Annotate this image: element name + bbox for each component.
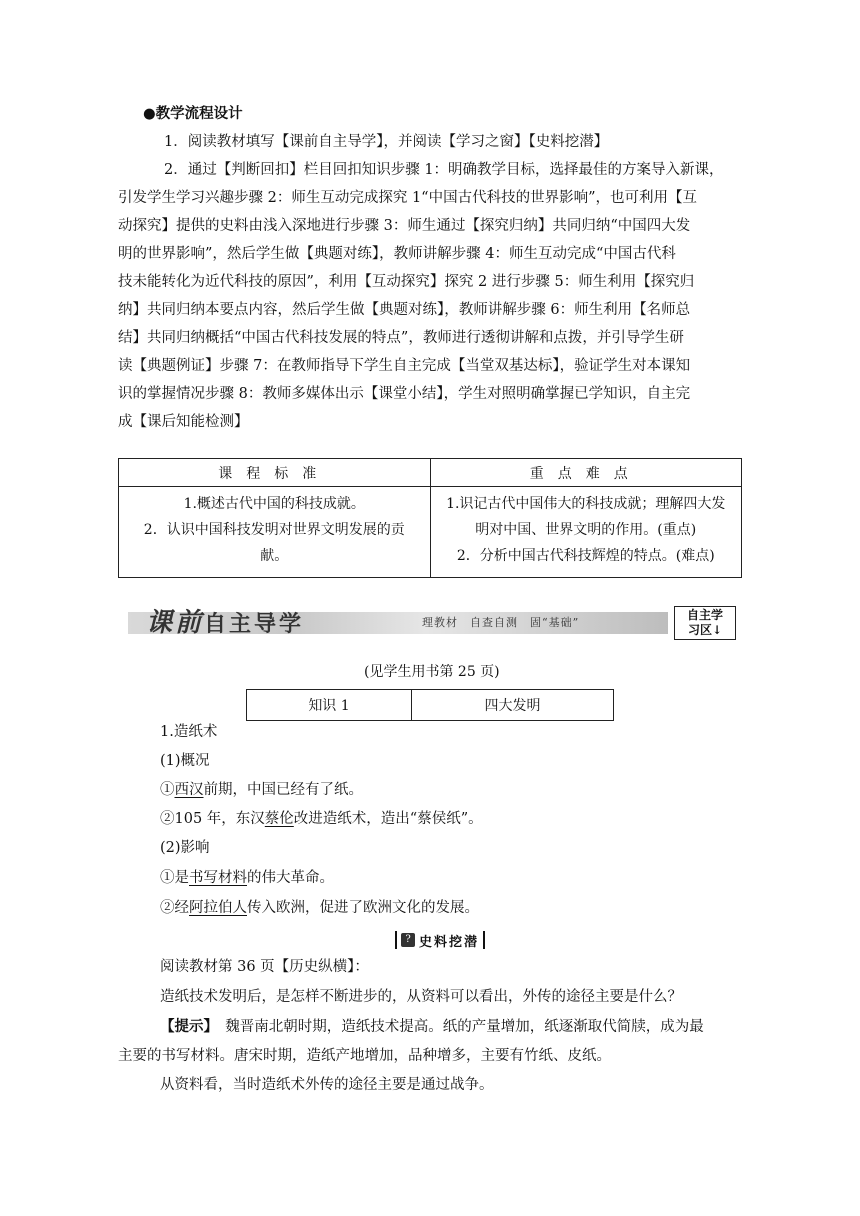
flow-paragraph-line: 2．通过【判断回扣】栏目回扣知识步骤 1：明确教学目标，选择最佳的方案导入新课， (164, 162, 724, 178)
reading-question: 造纸技术发明后，是怎样不断进步的，从资料可以看出，外传的途径主要是什么？ (160, 989, 682, 1005)
hint-line: 主要的书写材料。唐宋时期，造纸产地增加，品种增多，主要有竹纸、皮纸。 (118, 1048, 611, 1064)
item-text: 前期，中国已经有了纸。 (203, 782, 363, 798)
flow-paragraph-line: 纳】共同归纳本要点内容，然后学生做【典题对练】，教师讲解步骤 6：师生利用【名师总 (118, 302, 691, 318)
subsection-heading: (1)概况 (160, 753, 210, 769)
flow-paragraph-line: 结】共同归纳概括“中国古代科技发展的特点”，教师进行透彻讲解和点拨，并引导学生研 (118, 330, 684, 346)
standards-table (118, 458, 742, 578)
item-text: 改进造纸术，造出“蔡侯纸”。 (293, 811, 483, 827)
item-prefix: ②105 年，东汉 (160, 811, 265, 827)
banner-title (146, 608, 304, 639)
question-icon: ? (401, 933, 415, 947)
item-prefix: ① (160, 782, 175, 798)
standards-line: 1.概述古代中国的科技成就。 (183, 496, 365, 512)
item-text: 传入欧洲，促进了欧洲文化的发展。 (247, 900, 479, 916)
reading-instruction (160, 957, 369, 977)
keypoints-line: 1.识记古代中国伟大的科技成就；理解四大发 (446, 496, 726, 512)
banner-title-char: 课 (146, 608, 176, 638)
flow-heading: ●教学流程设计 (143, 105, 243, 122)
banner-title-rest: 自主导学 (204, 611, 305, 637)
tag-bar (483, 931, 485, 949)
standards-line: 献。 (260, 548, 289, 564)
tag-bar (395, 931, 397, 949)
reading-instruction-text: 阅读教材第 36 页【历史纵横】： (160, 959, 369, 975)
item-prefix: ①是 (160, 870, 189, 886)
keypoints-cell (430, 487, 742, 578)
section-banner (128, 606, 740, 640)
flow-step-1: 1．阅读教材填写【课前自主导学】，并阅读【学习之窗】【史料挖潜】 (164, 134, 609, 150)
hint-text: 魏晋南北朝时期，造纸技术提高。纸的产量增加，纸逐渐取代简牍，成为最 (210, 1019, 704, 1035)
flow-paragraph-line: 动探究】提供的史料由浅入深地进行步骤 3：师生通过【探究归纳】共同归纳“中国四大发 (118, 218, 691, 234)
keypoints-line: 明对中国、世界文明的作用。(重点) (475, 522, 697, 538)
fill-in-answer: 蔡伦 (264, 811, 294, 827)
hint-label: 【提示】 (160, 1018, 211, 1035)
badge-line: 习区↓ (687, 623, 723, 637)
flow-paragraph-line: 引发学生学习兴趣步骤 2：师生互动完成探究 1“中国古代科技的世界影响”，也可利用【互 (118, 190, 697, 206)
banner-title-char: 前 (175, 608, 205, 638)
flow-paragraph-line: 明的世界影响”，然后学生做【典题对练】，教师讲解步骤 4：师生互动完成“中国古代科 (118, 246, 676, 262)
fill-in-answer: 阿拉伯人 (189, 900, 247, 916)
section-heading: 1.造纸术 (160, 724, 218, 740)
flow-paragraph-line: 技未能转化为近代科技的原因”，利用【互动探究】探究 2 进行步骤 5：师生利用【探究归 (118, 274, 695, 290)
standards-line: 2．认识中国科技发明对世界文明发展的贡 (143, 522, 405, 538)
historical-material-tag (395, 930, 485, 950)
keypoints-line: 2．分析中国古代科技辉煌的特点。(难点) (456, 548, 715, 564)
knowledge-table (246, 689, 614, 721)
standards-header: 课程标准 (119, 459, 431, 487)
hint-line (160, 1017, 704, 1037)
content-item (160, 809, 483, 829)
hint-line: 从资料看，当时造纸术外传的途径主要是通过战争。 (160, 1077, 494, 1093)
knowledge-number: 知识 1 (247, 690, 412, 721)
item-prefix: ②经 (160, 900, 189, 916)
standards-cell (119, 487, 431, 578)
flow-paragraph-line: 读【典题例证】步骤 7：在教师指导下学生自主完成【当堂双基达标】，验证学生对本课知 (118, 358, 691, 374)
page-reference: (见学生用书第 25 页) (364, 664, 500, 680)
fill-in-answer: 书写材料 (189, 870, 247, 886)
banner-subtitle: 理教材 自查自测 固“基础” (422, 616, 580, 629)
knowledge-topic: 四大发明 (412, 690, 614, 721)
fill-in-answer: 西汉 (174, 782, 204, 798)
keypoints-header: 重点难点 (430, 459, 742, 487)
badge-line: 自主学 (686, 608, 723, 622)
flow-paragraph-line: 识的掌握情况步骤 8：教师多媒体出示【课堂小结】，学生对照明确掌握已学知识，自主完 (118, 386, 691, 402)
tag-label: 史料挖潜 (419, 934, 480, 950)
self-study-badge[interactable] (674, 606, 736, 640)
flow-paragraph-line: 成【课后知能检测】 (118, 414, 249, 430)
item-text: 的伟大革命。 (247, 870, 334, 886)
content-item (160, 868, 334, 888)
subsection-heading: (2)影响 (160, 840, 210, 856)
content-item (160, 898, 479, 918)
content-item (160, 780, 363, 800)
